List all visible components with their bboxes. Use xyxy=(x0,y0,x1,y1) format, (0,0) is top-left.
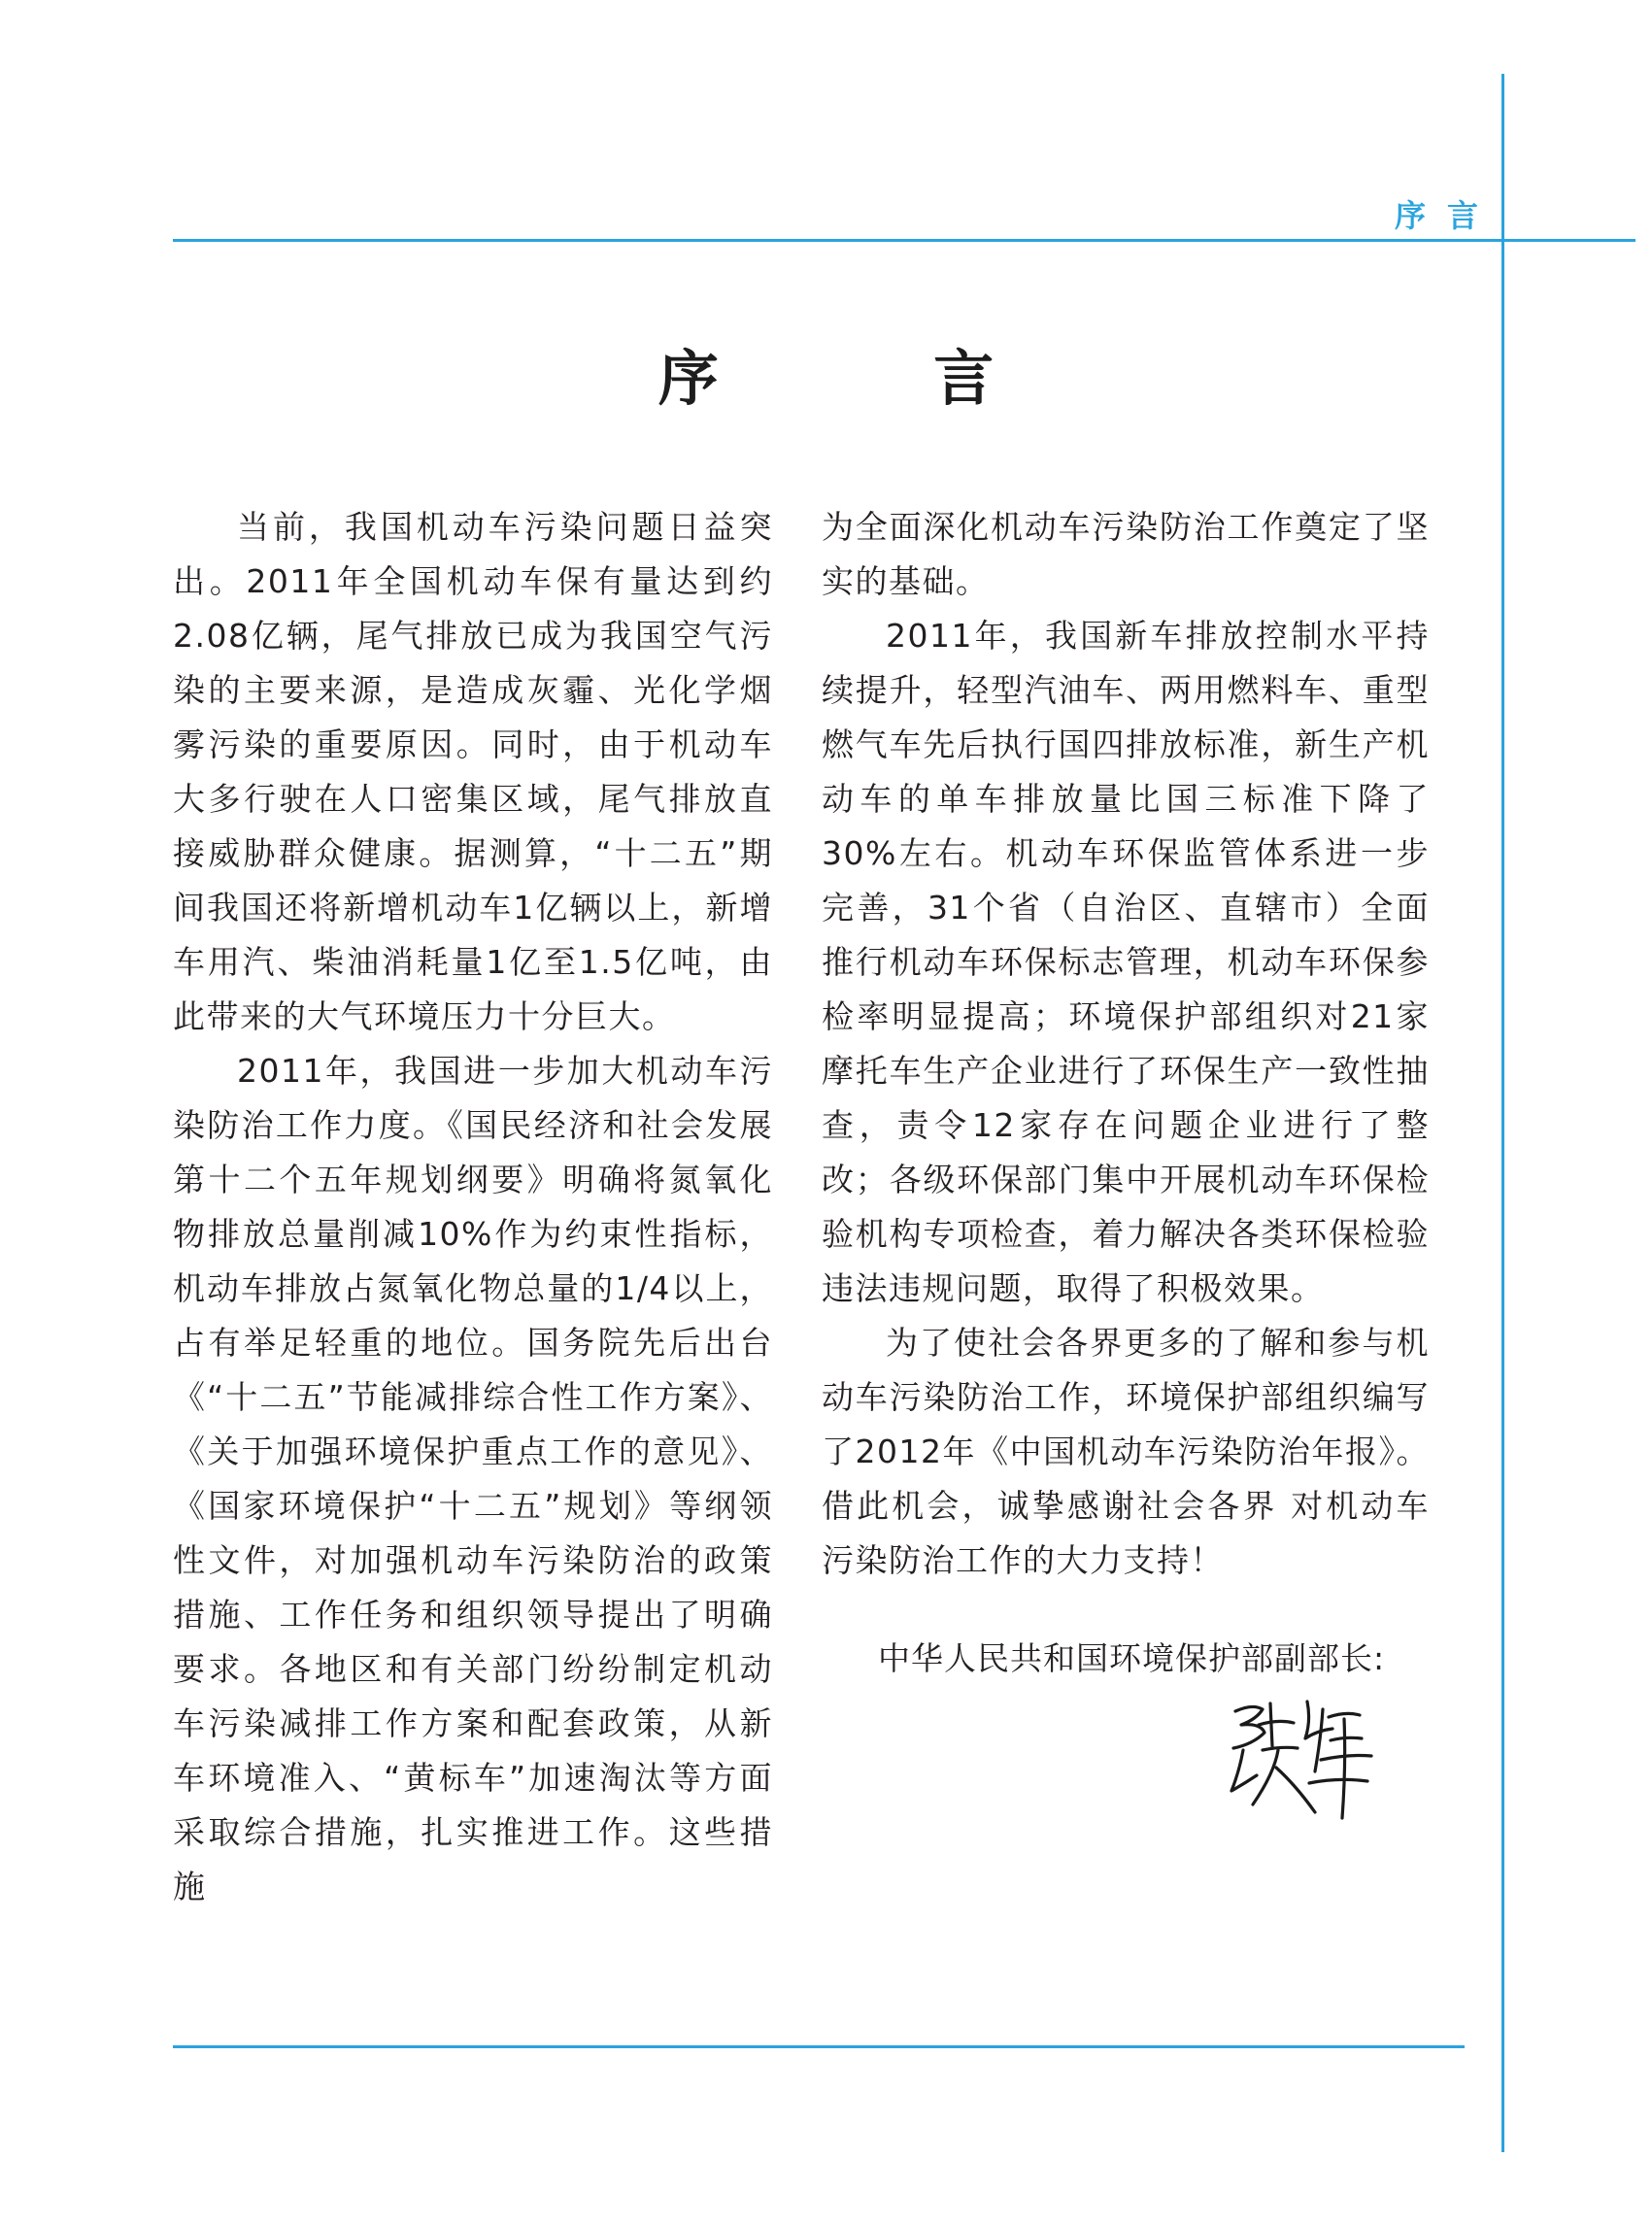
paragraph-4: 为了使社会各界更多的了解和参与机动车污染防治工作，环境保护部组织编写了2012年《中国机动车污染防治年报》。借此机会，诚挚感谢社会各界 对机动车污染防治工作的大力支持！ xyxy=(822,1324,1430,1579)
right-column xyxy=(822,500,1430,1588)
footer-rule xyxy=(173,2045,1465,2048)
running-head: 序言 xyxy=(1395,197,1500,234)
left-column xyxy=(173,500,773,1914)
header-rule xyxy=(173,239,1635,242)
paragraph-3: 2011年，我国新车排放控制水平持续提升，轻型汽油车、两用燃料车、重型燃气车先后执行国四排放标准，新生产机动车的单车排放量比国三标准下降了30%左右。机动车环保监管体系进一步完善，31个省（自治区、直辖市）全面推行机动车环保标志管理，机动车环保参检率明显提高；环境保护部组织对21家摩托车生产企业进行了环保生产一致性抽查，责令12家存在问题企业进行了整改；各级环保部门集中开展机动车环保检验机构专项检查，着力解决各类环保检验违法违规问题，取得了积极效果。 xyxy=(822,617,1430,1307)
paragraph-1: 当前，我国机动车污染问题日益突出。2011年全国机动车保有量达到约2.08亿辆，尾气排放已成为我国空气污染的主要来源，是造成灰霾、光化学烟雾污染的重要原因。同时，由于机动车大多行驶在人口密集区域，尾气排放直接威胁群众健康。据测算，“十二五”期间我国还将新增机动车1亿辆以上，新增车用汽、柴油消耗量1亿至1.5亿吨，由此带来的大气环境压力十分巨大。 xyxy=(173,508,773,1035)
handwritten-signature xyxy=(1214,1690,1379,1836)
paragraph-2: 2011年，我国进一步加大机动车污染防治工作力度。《国民经济和社会发展第十二个五年规划纲要》明确将氮氧化物排放总量削减10%作为约束性指标，机动车排放占氮氧化物总量的1/4以上，占有举足轻重的地位。国务院先后出台《“十二五”节能减排综合性工作方案》、《关于加强环境保护重点工作的意见》、《国家环境保护“十二五”规划》等纲领性文件，对加强机动车污染防治的政策措施、工作任务和组织领导提出了明确要求。各地区和有关部门纷纷制定机动车污染减排工作方案和配套政策，从新车环境准入、“黄标车”加速淘汰等方面采取综合措施，扎实推进工作。这些措施 xyxy=(173,1052,773,1905)
signatory-title: 中华人民共和国环境保护部副部长: xyxy=(878,1639,1386,1677)
paragraph-2-continued: 为全面深化机动车污染防治工作奠定了坚实的基础。 xyxy=(822,508,1430,600)
page-title: 序 言 xyxy=(657,343,1092,414)
